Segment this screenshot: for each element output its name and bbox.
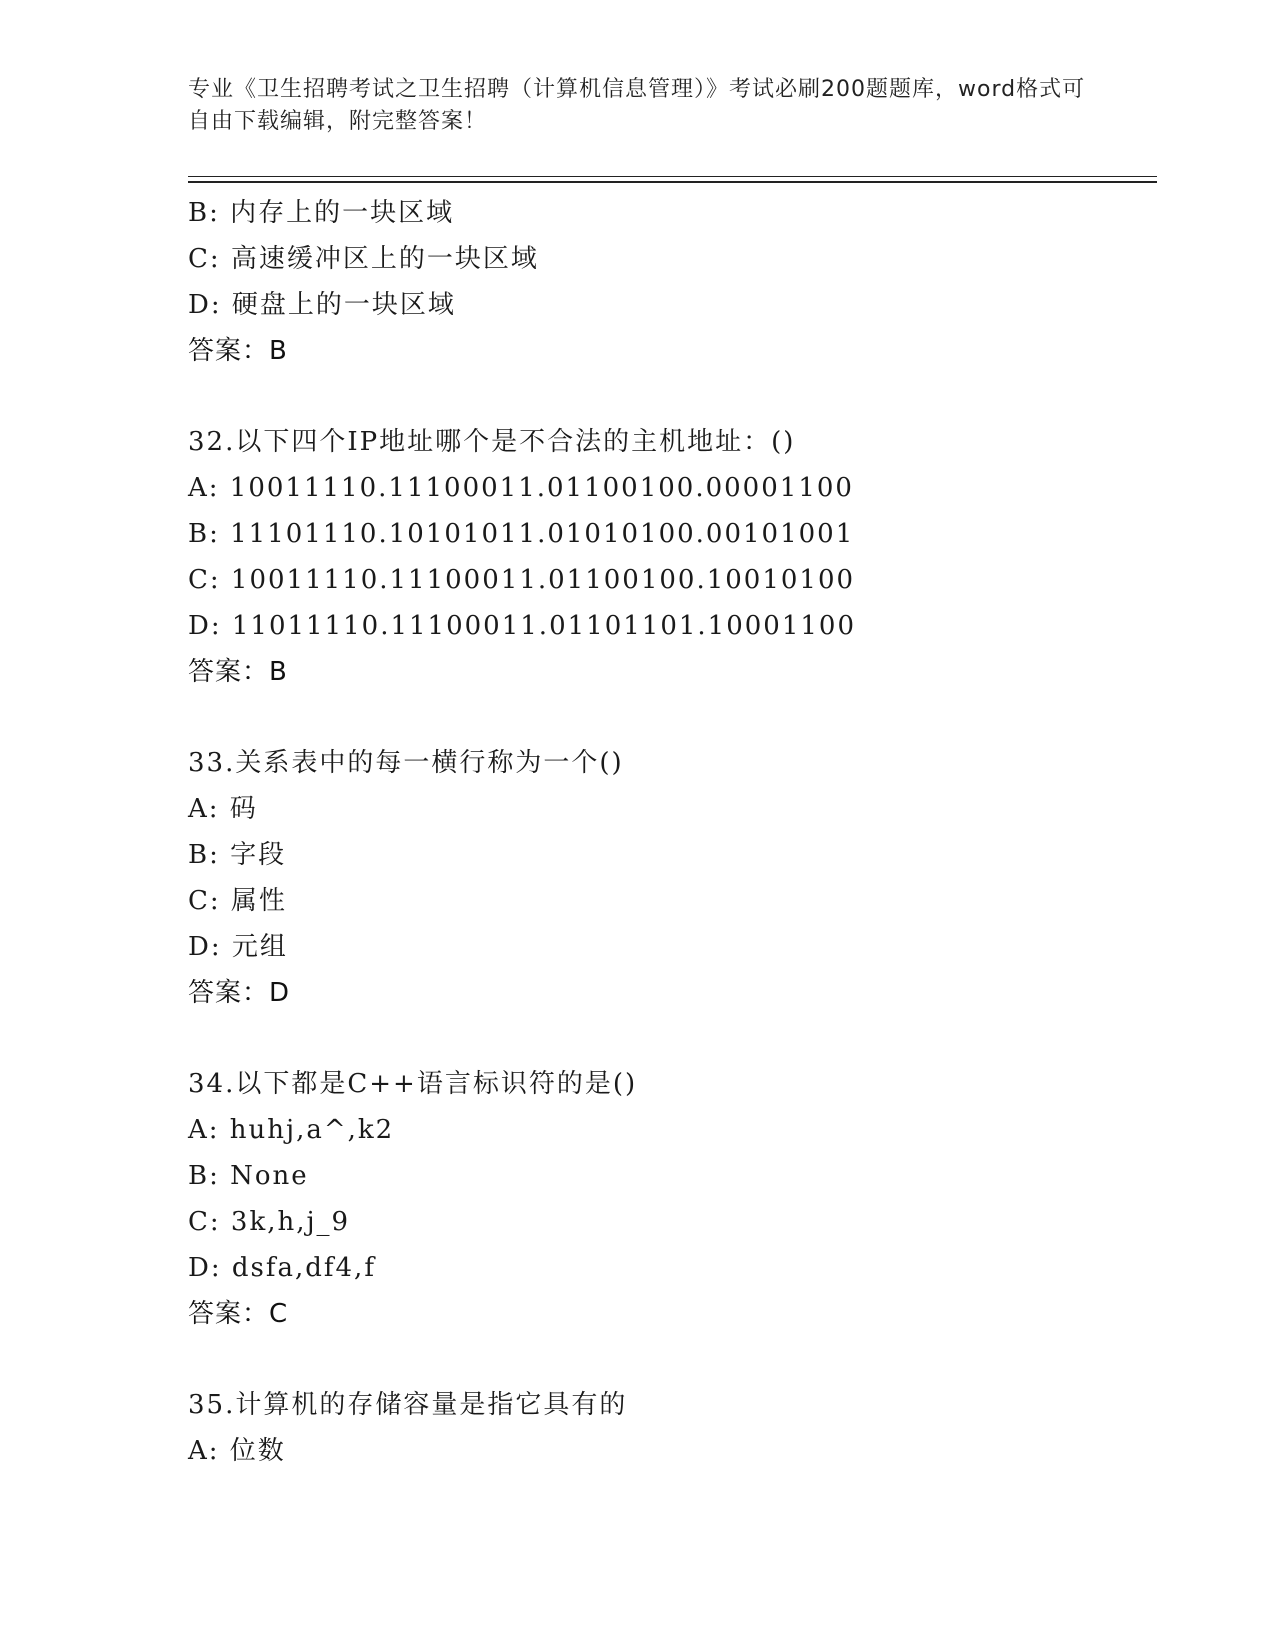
option-c: C: 属性 — [188, 886, 287, 916]
block-spacer — [188, 1016, 1157, 1061]
answer-line: 答案：B — [188, 336, 288, 366]
question-text: 33.关系表中的每一横行称为一个() — [188, 748, 624, 778]
option-a: A: 位数 — [188, 1436, 286, 1466]
option-d: D: dsfa,df4,f — [188, 1253, 376, 1283]
option-b: B: 内存上的一块区域 — [188, 198, 455, 228]
block-spacer — [188, 1337, 1157, 1382]
header-divider-thin — [188, 176, 1157, 177]
option-d: D: 11011110.11100011.01101101.10001100 — [188, 611, 857, 641]
option-c: C: 3k,h,j_9 — [188, 1207, 351, 1237]
document-header: 专业《卫生招聘考试之卫生招聘（计算机信息管理）》考试必刷200题题库，word格式可自由下载编辑，附完整答案！ — [188, 77, 1086, 134]
question-text: 34.以下都是C++语言标识符的是() — [188, 1069, 638, 1099]
question-block — [188, 419, 1157, 695]
option-b: B: None — [188, 1161, 309, 1191]
option-c: C: 10011110.11100011.01100100.10010100 — [188, 565, 856, 595]
block-spacer — [188, 374, 1157, 419]
question-block — [188, 1382, 1157, 1474]
answer-line: 答案：B — [188, 657, 288, 687]
header-divider-thick — [188, 181, 1157, 183]
option-a: A: huhj,a^,k2 — [188, 1115, 395, 1145]
question-text: 35.计算机的存储容量是指它具有的 — [188, 1390, 628, 1420]
answer-line: 答案：C — [188, 1299, 289, 1329]
question-text: 32.以下四个IP地址哪个是不合法的主机地址：() — [188, 427, 796, 457]
option-d: D: 元组 — [188, 932, 288, 962]
block-spacer — [188, 695, 1157, 740]
question-list — [188, 190, 1157, 1474]
question-block — [188, 740, 1157, 1016]
option-b: B: 字段 — [188, 840, 287, 870]
option-a: A: 10011110.11100011.01100100.00001100 — [188, 473, 854, 503]
answer-line: 答案：D — [188, 978, 291, 1008]
question-block — [188, 190, 1157, 374]
option-a: A: 码 — [188, 794, 258, 824]
option-b: B: 11101110.10101011.01010100.00101001 — [188, 519, 855, 549]
option-d: D: 硬盘上的一块区域 — [188, 290, 456, 320]
question-block — [188, 1061, 1157, 1337]
option-c: C: 高速缓冲区上的一块区域 — [188, 244, 539, 274]
